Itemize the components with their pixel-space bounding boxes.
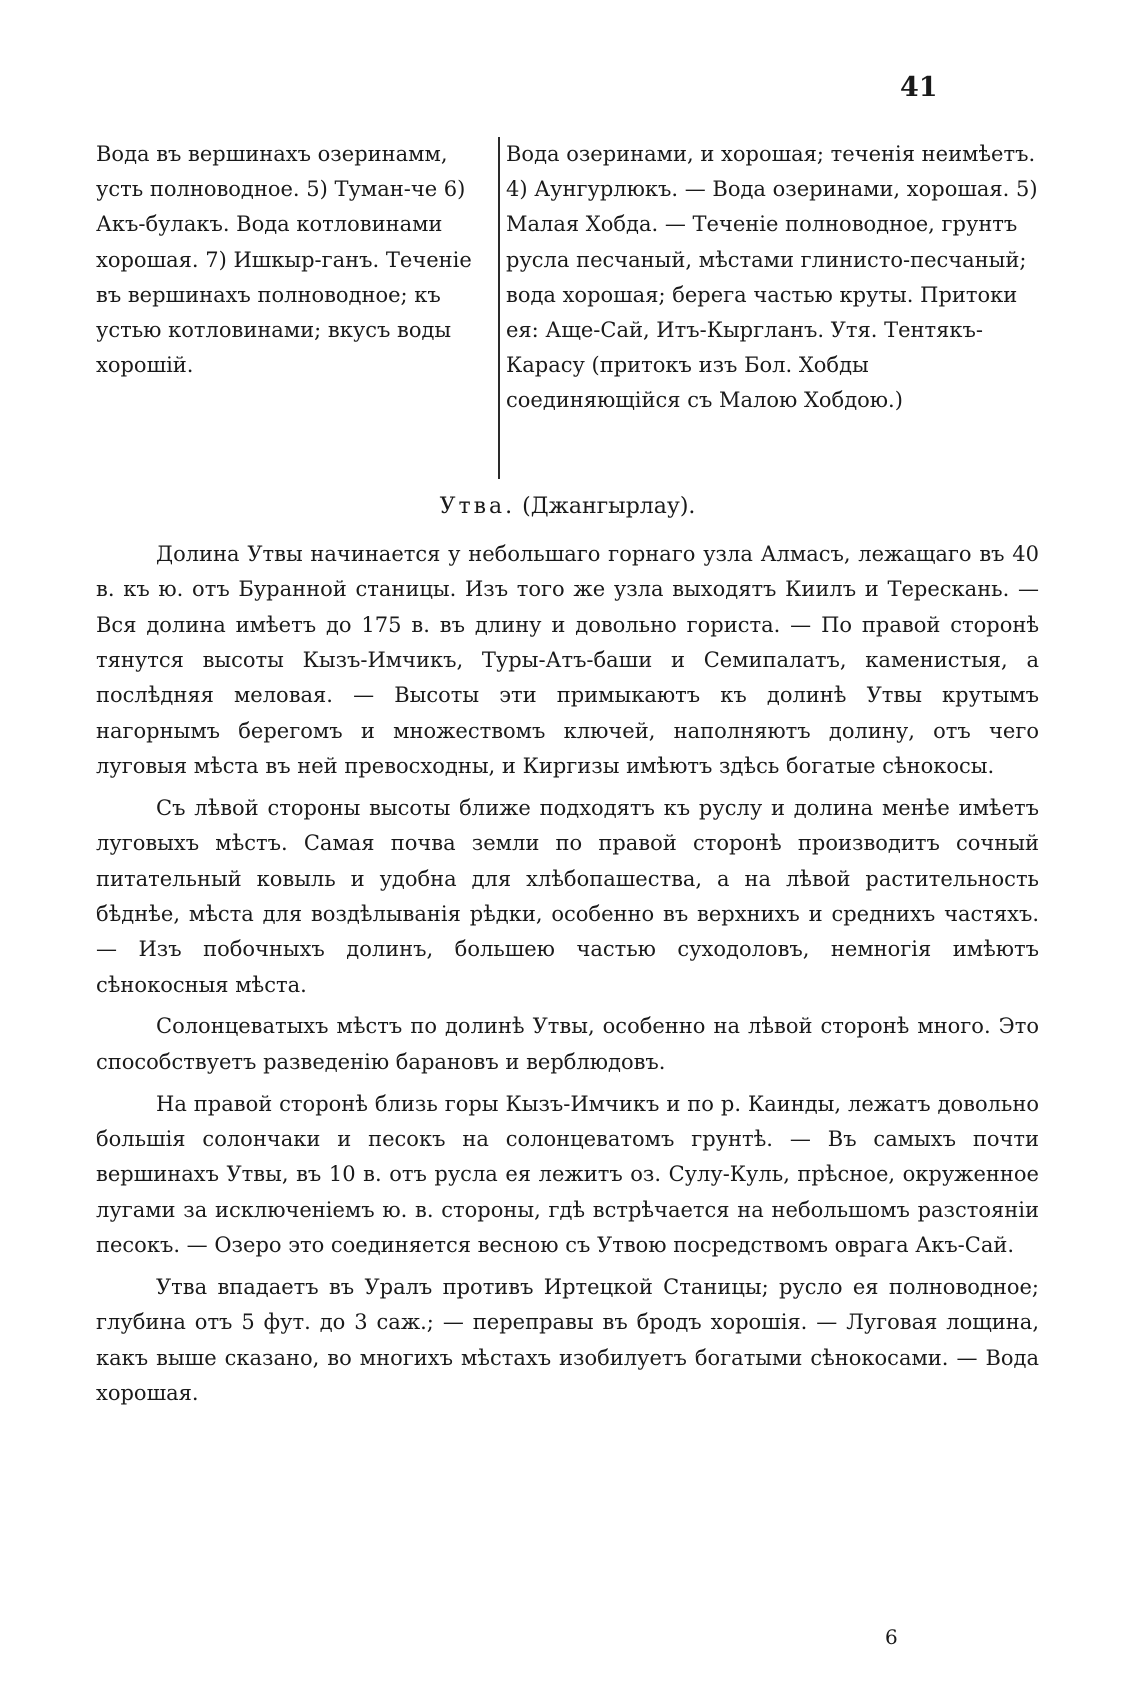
two-column-block [96,137,1039,477]
paragraph: Утва впадаетъ въ Уралъ противъ Иртецкой Станицы; русло ея полноводное; глубина отъ 5 фут. до 3 саж.; — переправы въ бродъ хорошія. — Луговая лощина, какъ выше сказано, во многихъ мѣстахъ изобилуетъ богатыми сѣнокосами. — Вода хорошая. [96,1274,1039,1405]
paragraph: Солонцеватыхъ мѣстъ по долинѣ Утвы, особенно на лѣвой сторонѣ много. Это способствуетъ разведенію барановъ и верблюдовъ. [96,1014,1039,1074]
left-column-text: Вода въ вершинахъ озеринамм, усть полноводное. 5) Туман-че 6) Акъ-булакъ. Вода котловинами хорошая. 7) Ишкыр-ганъ. Теченіе въ вершинахъ полноводное; къ устью котловинами; вкусъ воды хорошій. [96,142,472,378]
section-heading [96,490,1039,524]
paragraph: Съ лѣвой стороны высоты ближе подходятъ къ руслу и долина менѣе имѣетъ луговыхъ мѣстъ. Самая почва земли по правой сторонѣ производитъ сочный питательный ковыль и удобна для хлѣбопашества, а на лѣвой растительность бѣднѣе, мѣста для воздѣлыванія рѣдки, особенно въ верхнихъ и среднихъ частяхъ. — Изъ побочныхъ долинъ, большею частью суходоловъ, немногія имѣютъ сѣнокосныя мѣста. [96,795,1039,997]
section-heading-name: Утва. [439,494,516,519]
body-text [96,537,1039,1418]
printer-signature-mark: 6 [885,1625,898,1649]
section-heading-alt-name: (Джангырлау). [522,494,696,519]
paragraph: На правой сторонѣ близь горы Кызъ-Имчикъ и по р. Каинды, лежатъ довольно большія солончаки и песокъ на солонцеватомъ грунтѣ. — Въ самыхъ почти вершинахъ Утвы, въ 10 в. отъ русла ея лежитъ оз. Сулу-Куль, прѣсное, окруженное лугами за исключеніемъ ю. в. стороны, гдѣ встрѣчается на небольшомъ разстояніи песокъ. — Озеро это соединяется весною съ Утвою посредствомъ оврага Акъ-Сай. [96,1091,1039,1258]
column-divider [498,137,500,479]
paragraph: Долина Утвы начинается у небольшаго горнаго узла Алмасъ, лежащаго въ 40 в. къ ю. отъ Буранной станицы. Изъ того же узла выходятъ Киилъ и Терескань. — Вся долина имѣетъ до 175 в. въ длину и довольно гориста. — По правой сторонѣ тянутся высоты Кызъ-Имчикъ, Туры-Атъ-баши и Семипалатъ, каменистыя, а послѣдняя меловая. — Высоты эти примыкаютъ къ долинѣ Утвы крутымъ нагорнымъ берегомъ и множествомъ ключей, наполняютъ долину, отъ чего луговыя мѣста въ ней превосходны, и Киргизы имѣютъ здѣсь богатые сѣнокосы. [96,542,1039,779]
page-number: 41 [900,72,938,103]
right-column-text: Вода озеринами, и хорошая; теченія неимѣетъ. 4) Аунгурлюкъ. — Вода озеринами, хорошая. 5) Малая Хобда. — Теченіе полноводное, грунтъ русла песчаный, мѣстами глинисто-песчаный; вода хорошая; берега частью круты. Притоки ея: Аще-Сай, Итъ-Кыргланъ. Утя. Тентякъ-Карасу (притокъ изъ Бол. Хобды соединяющійся съ Малою Хобдою.) [506,142,1038,413]
